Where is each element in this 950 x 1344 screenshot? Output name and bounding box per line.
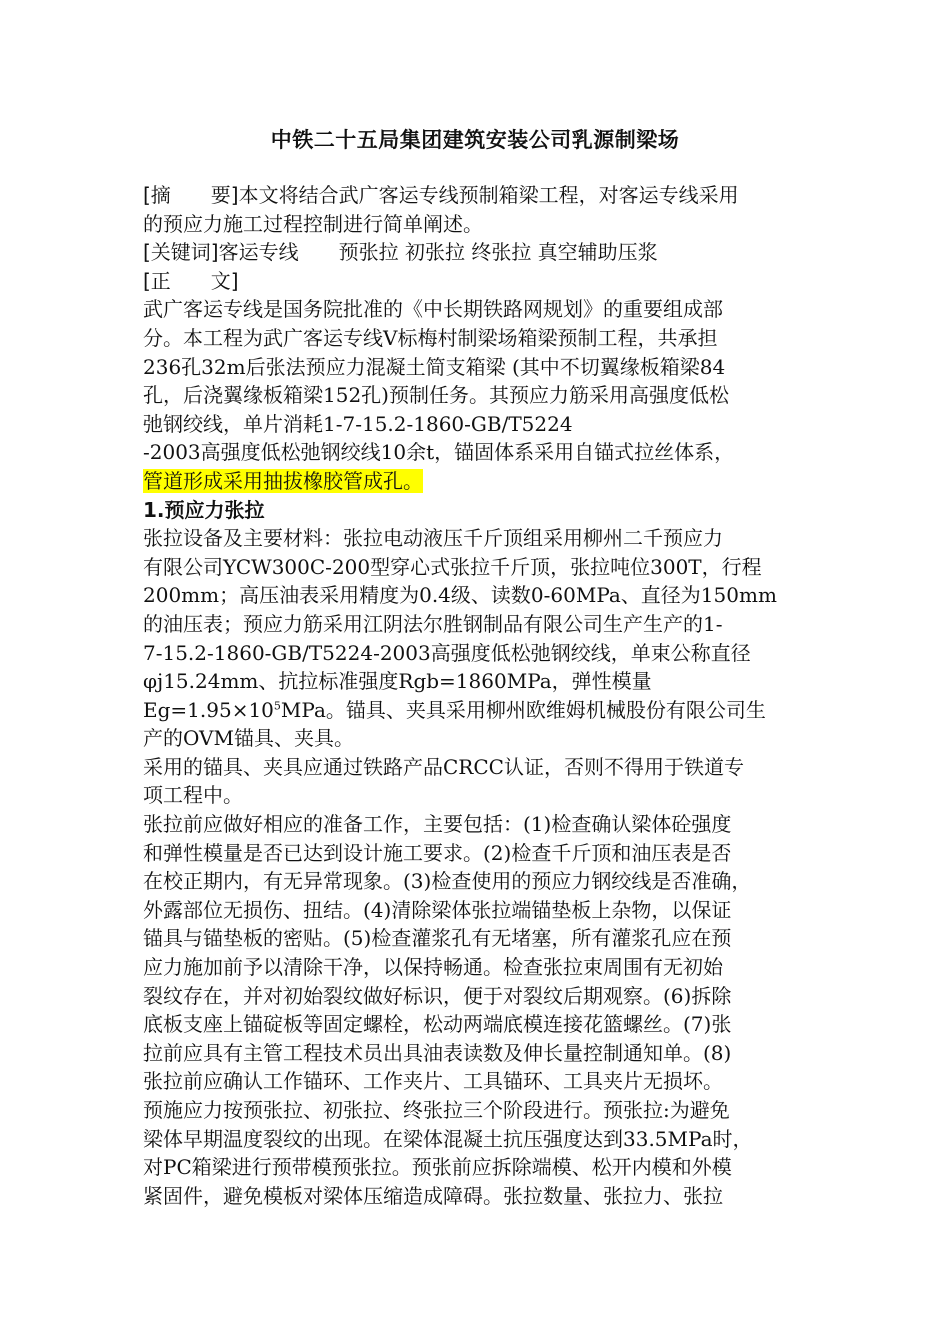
eg-prefix: Eg=1.95×10 (143, 697, 274, 722)
eg-superscript: 5 (273, 699, 281, 713)
paragraph-line: 张拉设备及主要材料：张拉电动液压千斤顶组采用柳州二千预应力 (143, 526, 723, 551)
paragraph-line: 预施应力按预张拉、初张拉、终张拉三个阶段进行。预张拉:为避免 (143, 1098, 730, 1122)
paragraph-line: 外露部位无损伤、扭结。(4)清除梁体张拉端锚垫板上杂物，以保证 (143, 897, 732, 922)
keywords-label: [关键词] (143, 240, 219, 265)
paragraph-line (143, 467, 813, 496)
paragraph-line: 200mm；高压油表采用精度为0.4级、读数0-60MPa、直径为150mm (143, 583, 777, 608)
keywords-text: 客运专线 预张拉 初张拉 终张拉 真空辅助压浆 (218, 240, 658, 265)
paragraph-line: 和弹性模量是否已达到设计施工要求。(2)检查千斤顶和油压表是否 (143, 840, 732, 865)
paragraph-line: 裂纹存在，并对初始裂纹做好标识，便于对裂纹后期观察。(6)拆除 (143, 983, 732, 1008)
paragraph-line: 应力施加前予以清除干净，以保持畅通。检查张拉束周围有无初始 (143, 955, 723, 980)
paragraph-line: 有限公司YCW300C-200型穿心式张拉千斤顶，张拉吨位300T，行程 (143, 554, 762, 579)
paragraph-line: 梁体早期温度裂纹的出现。在梁体混凝土抗压强度达到33.5MPa时， (143, 1126, 753, 1151)
paragraph-line: 分。本工程为武广客运专线Ⅴ标梅村制梁场箱梁预制工程，共承担 (143, 325, 718, 350)
paragraph-line (143, 696, 813, 725)
paragraph-line: 武广客运专线是国务院批准的《中长期铁路网规划》的重要组成部 (143, 297, 723, 322)
section-heading: 1.预应力张拉 (143, 497, 265, 522)
abstract-line (143, 181, 813, 210)
paragraph-line: 弛钢绞线，单片消耗1-7-15.2-1860-GB/T5224 (143, 411, 573, 436)
eg-suffix: MPa。锚具、夹具采用柳州欧维姆机械股份有限公司生 (280, 697, 766, 722)
paragraph-line: 紧固件，避免模板对梁体压缩造成障碍。张拉数量、张拉力、张拉 (143, 1183, 723, 1208)
paragraph-line: φj15.24mm、抗拉标准强度Rgb=1860MPa，弹性模量 (143, 669, 652, 694)
abstract-text: 本文将结合武广客运专线预制箱梁工程，对客运专线采用 (238, 183, 739, 207)
paragraph-line: 张拉前应确认工作锚环、工作夹片、工具锚环、工具夹片无损坏。 (143, 1069, 723, 1094)
main-text-label: [正 文] (143, 268, 239, 293)
paragraph-line: 拉前应具有主管工程技术员出具油表读数及伸长量控制通知单。(8) (143, 1040, 732, 1065)
abstract-line: 的预应力施工过程控制进行简单阐述。 (143, 211, 483, 236)
paragraph-line: 底板支座上锚碇板等固定螺栓，松动两端底模连接花篮螺丝。(7)张 (143, 1012, 732, 1037)
paragraph-line: 采用的锚具、夹具应通过铁路产品CRCC认证，否则不得用于铁道专 (143, 754, 744, 779)
paragraph-line: 7-15.2-1860-GB/T5224-2003高强度低松弛钢绞线，单束公称直径 (143, 640, 751, 665)
paragraph-line: 项工程中。 (143, 783, 243, 808)
paragraph-line: 的油压表；预应力筋采用江阴法尔胜钢制品有限公司生产生产的1- (143, 611, 723, 636)
paragraph-line: 产的OVM锚具、夹具。 (143, 726, 354, 751)
document-body (143, 181, 813, 1210)
paragraph-line: 236孔32m后张法预应力混凝土简支箱梁 (其中不切翼缘板箱梁84 (143, 354, 726, 379)
paragraph-line: 锚具与锚垫板的密贴。(5)检查灌浆孔有无堵塞，所有灌浆孔应在预 (143, 926, 732, 951)
paragraph-line: 张拉前应做好相应的准备工作，主要包括：(1)检查确认梁体砼强度 (143, 812, 732, 837)
document-title: 中铁二十五局集团建筑安装公司乳源制梁场 (270, 128, 680, 152)
keywords-line (143, 238, 813, 267)
abstract-label: [摘 要] (143, 183, 239, 207)
highlighted-text: 管道形成采用抽拔橡胶管成孔。 (143, 468, 423, 493)
paragraph-line: -2003高强度低松弛钢绞线10余t，锚固体系采用自锚式拉丝体系， (143, 440, 735, 465)
paragraph-line: 对PC箱梁进行预带模预张拉。预张前应拆除端模、松开内模和外模 (143, 1155, 732, 1180)
paragraph-line: 在校正期内，有无异常现象。(3)检查使用的预应力钢绞线是否准确， (143, 869, 752, 894)
paragraph-line: 孔，后浇翼缘板箱梁152孔)预制任务。其预应力筋采用高强度低松 (143, 383, 729, 408)
